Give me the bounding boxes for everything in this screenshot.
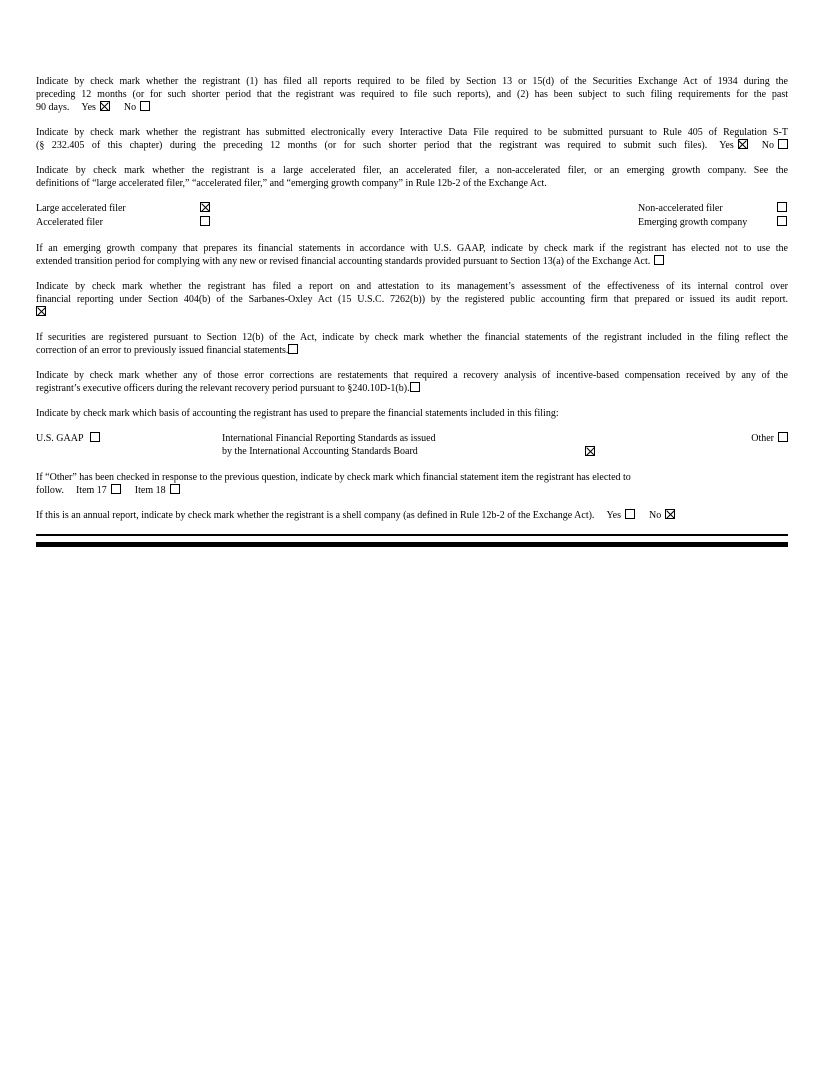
text-line <box>36 484 788 497</box>
text-line <box>36 344 788 357</box>
text-line: Indicate by check mark whether the registrant is a large accelerated filer, an accelerated filer, a non-accelerated filer, or an emerging growth company. See the <box>36 165 788 176</box>
large-accelerated-filer-label: Large accelerated filer <box>36 203 126 214</box>
egc-transition-checkbox <box>654 255 664 265</box>
item-17-checkbox <box>111 484 121 494</box>
checkbox-cell <box>777 202 789 216</box>
no-label: No <box>649 510 662 521</box>
text-line: Indicate by check mark which basis of accounting the registrant has used to prepare the financial statements included in this filing: <box>36 408 559 419</box>
non-accelerated-filer-checkbox <box>777 202 787 212</box>
other-option <box>751 432 788 459</box>
text-line: If an emerging growth company that prepares its financial statements in accordance with U.S. GAAP, indicate by check mark if the registrant has elected not to use the <box>36 243 788 254</box>
no-label: No <box>123 102 137 113</box>
text-fragment: registrant’s executive officers during the relevant recovery period pursuant to §240.10D-1(b). <box>36 383 410 394</box>
non-accelerated-filer-label: Non-accelerated filer <box>638 203 723 214</box>
text-line: definitions of “large accelerated filer,” “accelerated filer,” and “emerging growth company” in Rule 12b-2 of the Exchange Act. <box>36 178 547 189</box>
text-fragment: If this is an annual report, indicate by check mark whether the registrant is a shell company (as defined in Rule 12b-2 of the Exchange Act). <box>36 510 595 521</box>
other-checkbox <box>778 432 788 442</box>
error-correction-checkbox <box>288 344 298 354</box>
ifrs-checkbox-cell <box>585 432 595 459</box>
ifrs-checkbox <box>585 446 595 456</box>
other-label: Other <box>751 433 774 444</box>
text-line <box>36 509 788 522</box>
text-line <box>36 101 788 114</box>
item-17-label: Item 17 <box>75 485 107 496</box>
separator-thin-rule <box>36 534 788 536</box>
accelerated-filer-checkbox <box>200 216 210 226</box>
filed-reports-yes-checkbox <box>100 101 110 111</box>
emerging-growth-company-checkbox <box>777 216 787 226</box>
para-icfr-attestation <box>36 280 788 319</box>
text-line: If securities are registered pursuant to Section 12(b) of the Act, indicate by check mark whether the financial statements of the registrant included in the filing reflect the <box>36 332 788 343</box>
icfr-attestation-checkbox <box>36 306 46 316</box>
filed-reports-no-checkbox <box>140 101 150 111</box>
text-fragment: 90 days. <box>36 102 70 113</box>
para-accounting-basis-question <box>36 407 788 420</box>
yes-label: Yes <box>81 102 96 113</box>
text-fragment: follow. <box>36 485 64 496</box>
text-fragment: (§ 232.405 of this chapter) during the preceding 12 months (or for such shorter period that the registrant was required to submit such files). <box>36 140 708 151</box>
shell-no-checkbox <box>665 509 675 519</box>
accelerated-filer-label: Accelerated filer <box>36 217 103 228</box>
yes-label: Yes <box>606 510 621 521</box>
large-accelerated-filer-checkbox <box>200 202 210 212</box>
text-fragment: extended transition period for complying with any new or revised financial accounting standards provided pursuant to Section 13(a) of the Exchange Act. <box>36 256 651 267</box>
para-egc-transition <box>36 242 788 268</box>
para-clawback-analysis <box>36 369 788 395</box>
para-filed-reports <box>36 75 788 114</box>
shell-yes-checkbox <box>625 509 635 519</box>
ifrs-option <box>222 432 577 459</box>
emerging-growth-company-label: Emerging growth company <box>638 217 748 228</box>
text-line: Indicate by check mark whether any of those error corrections are restatements that required a recovery analysis of incentive-based compensation received by any of the <box>36 370 788 381</box>
para-filer-status <box>36 164 788 190</box>
text-line: Indicate by check mark whether the registrant (1) has filed all reports required to be filed by Section 13 or 15(d) of the Securities Exchange Act of 1934 during the <box>36 76 788 87</box>
text-line: financial reporting under Section 404(b) of the Sarbanes-Oxley Act (15 U.S.C. 7262(b)) by the registered public accounting firm that prepared or issued its audit report. <box>36 294 788 305</box>
text-line: Indicate by check mark whether the registrant has filed a report on and attestation to its management’s assessment of the effectiveness of its internal control over <box>36 281 788 292</box>
interactive-data-yes-checkbox <box>738 139 748 149</box>
separator-thick-rule <box>36 542 788 547</box>
checkbox-cell <box>777 216 789 230</box>
accounting-basis-row <box>36 432 788 459</box>
text-line: Indicate by check mark whether the registrant has submitted electronically every Interactive Data File required to be submitted pursuant to Rule 405 of Regulation S-T <box>36 127 788 138</box>
interactive-data-no-checkbox <box>778 139 788 149</box>
para-error-correction <box>36 331 788 357</box>
ifrs-label-line1: International Financial Reporting Standards as issued <box>222 433 436 444</box>
text-fragment: correction of an error to previously issued financial statements. <box>36 345 289 356</box>
us-gaap-option <box>36 432 222 459</box>
filer-status-table <box>36 202 788 230</box>
para-interactive-data <box>36 126 788 152</box>
para-other-item-election <box>36 471 788 497</box>
us-gaap-label: U.S. GAAP <box>36 433 84 444</box>
ifrs-label-line2: by the International Accounting Standards Board <box>222 446 418 457</box>
para-shell-company <box>36 509 788 522</box>
text-line <box>36 306 788 319</box>
no-label: No <box>761 140 774 151</box>
text-line <box>36 255 788 268</box>
item-18-label: Item 18 <box>134 485 166 496</box>
text-line: preceding 12 months (or for such shorter period that the registrant was required to file such reports), and (2) has been subject to such filing requirements for the past <box>36 89 788 100</box>
item-18-checkbox <box>170 484 180 494</box>
yes-label: Yes <box>719 140 734 151</box>
text-line: If “Other” has been checked in response to the previous question, indicate by check mark which financial statement item the registrant has elected to <box>36 472 631 483</box>
clawback-checkbox <box>410 382 420 392</box>
us-gaap-checkbox <box>90 432 100 442</box>
text-line <box>36 382 788 395</box>
checkbox-cell <box>200 216 638 230</box>
checkbox-cell <box>200 202 638 216</box>
text-line <box>36 139 788 152</box>
